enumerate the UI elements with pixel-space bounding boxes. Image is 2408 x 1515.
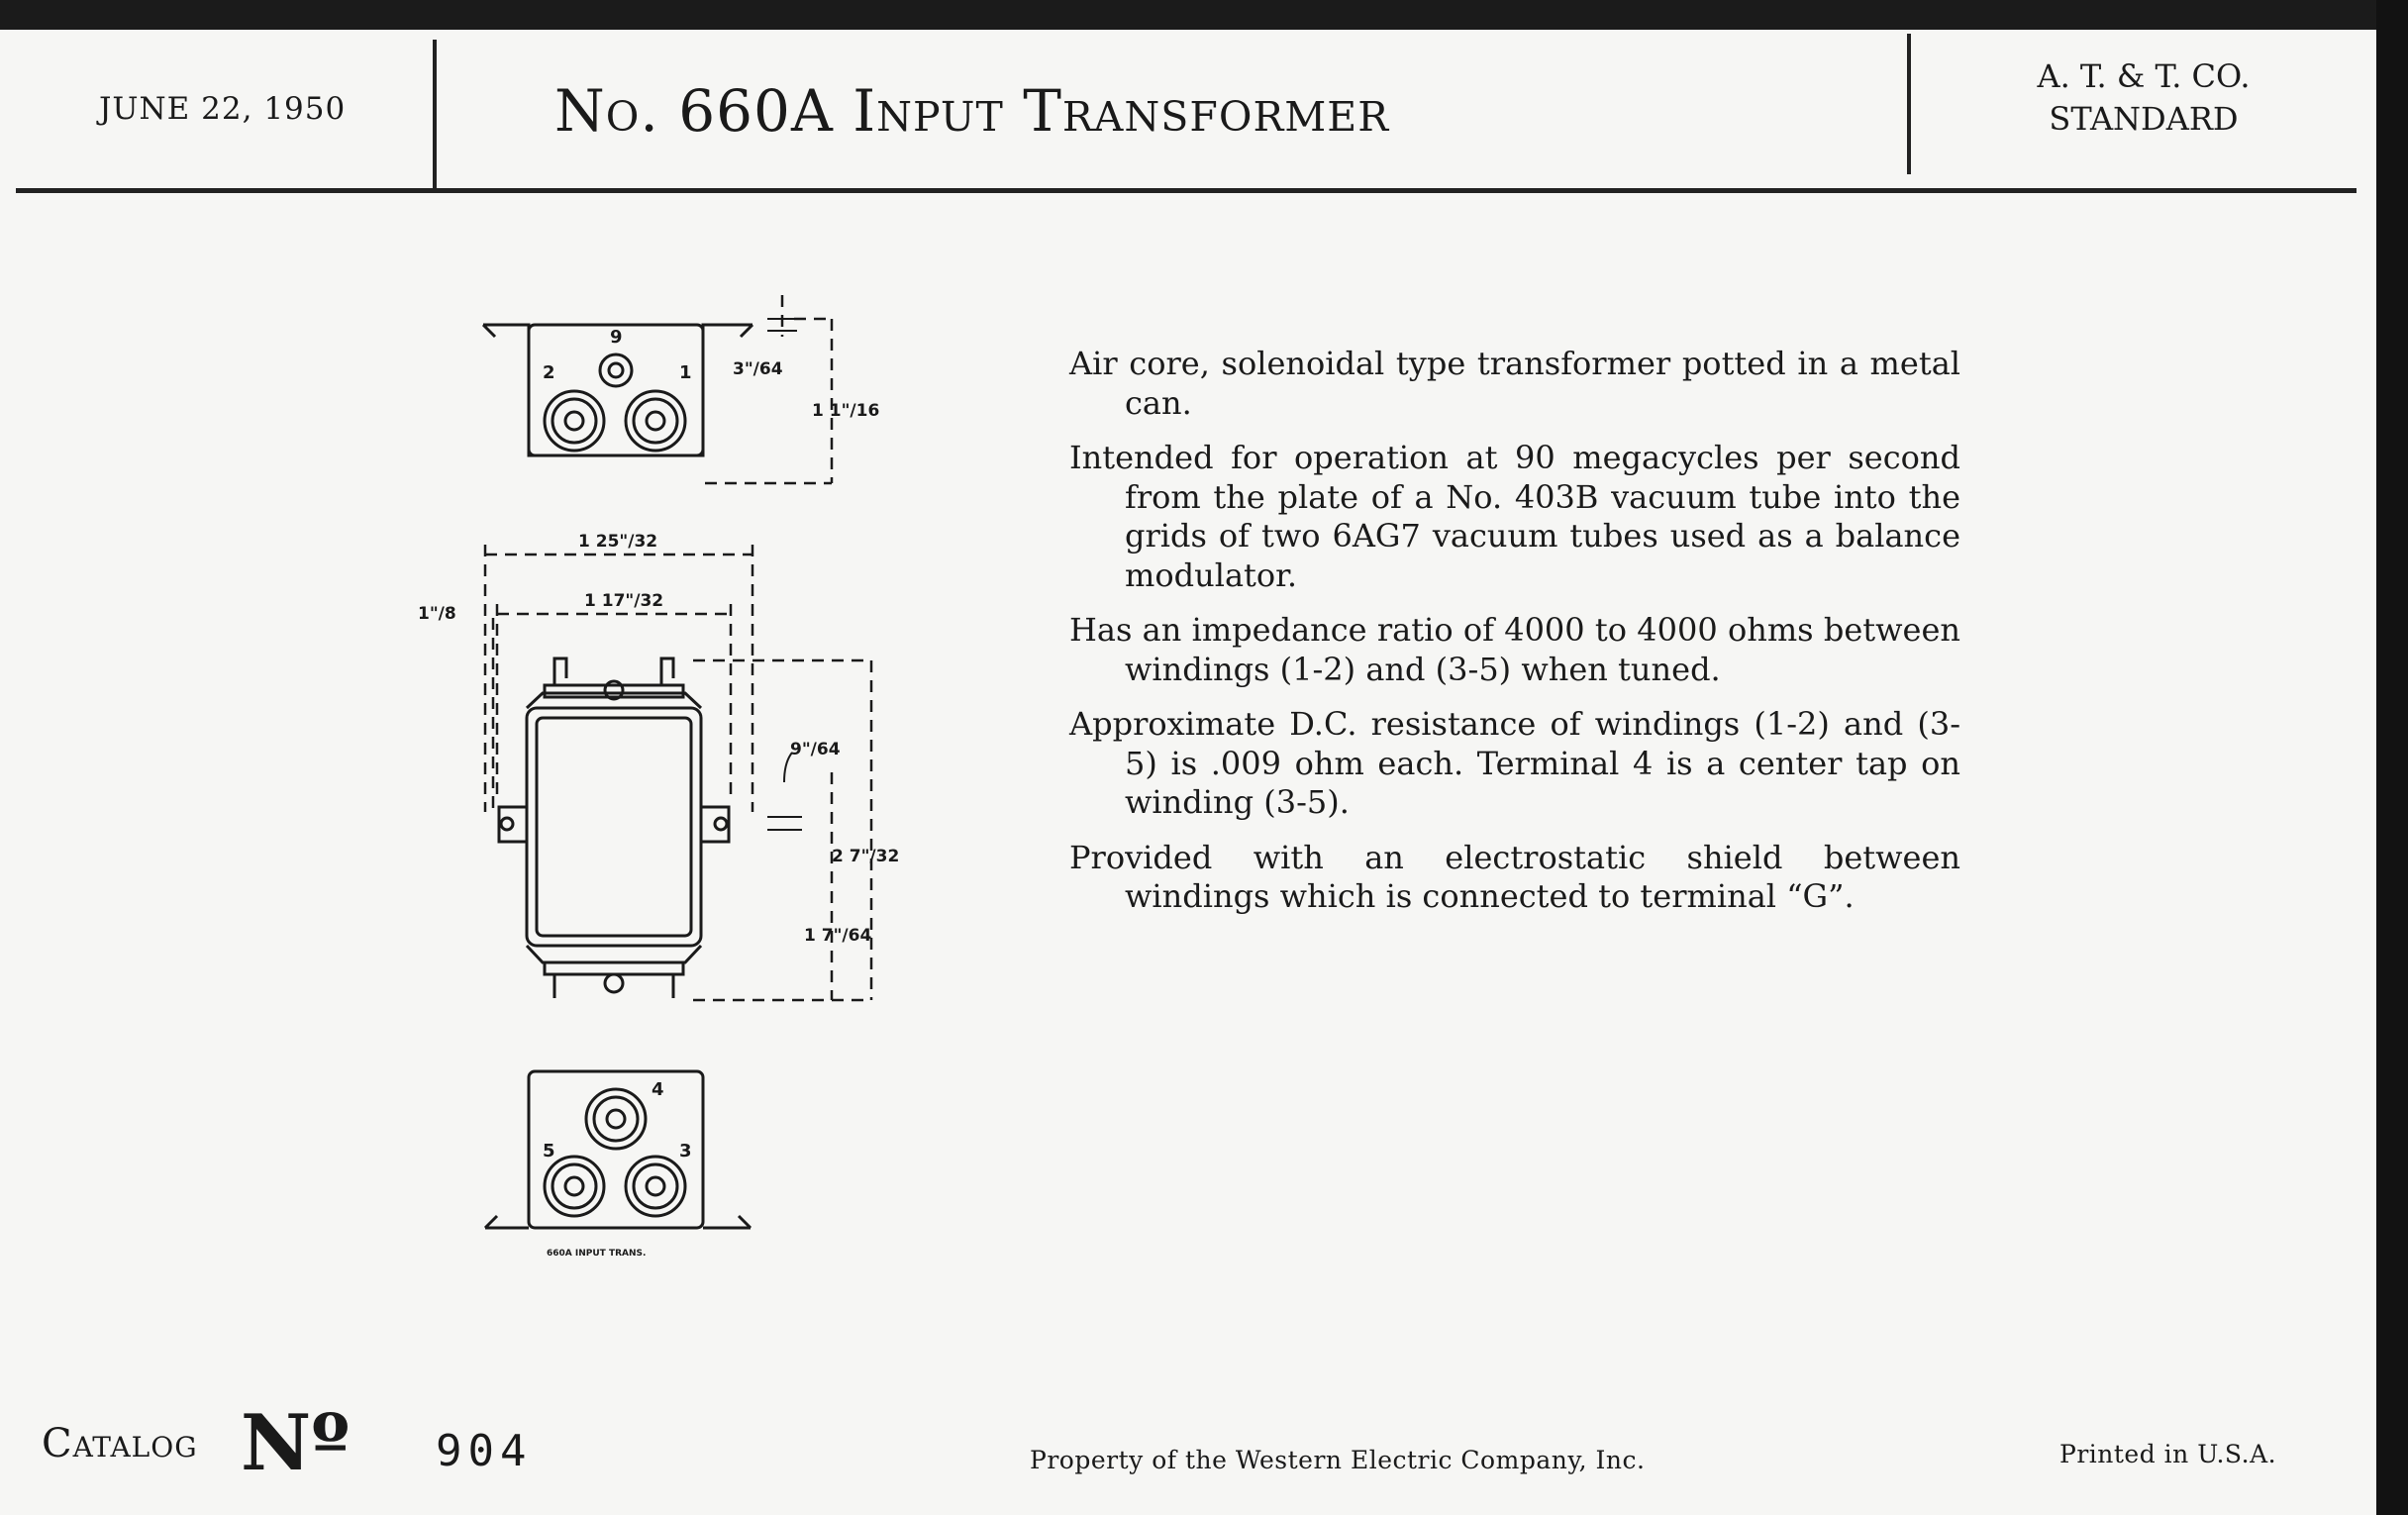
description-paragraph: Air core, solenoidal type transformer potted in a metal can. (1069, 345, 1960, 422)
transformer-drawing (416, 257, 931, 1287)
description (1069, 345, 1960, 933)
bottom-view (485, 1071, 751, 1228)
standard-label (1960, 55, 2327, 141)
description-paragraph: Approximate D.C. resistance of windings (1-2) and (3-5) is .009 ohm each. Terminal 4 is a center tap on winding (3-5). (1069, 705, 1960, 821)
terminal-label: 4 (652, 1079, 664, 1100)
terminal-label: 1 (679, 362, 692, 383)
catalog-sheet (0, 30, 2376, 1515)
page-title: No. 660A Input Transformer (554, 77, 1390, 145)
catalog-label: Catalog (42, 1421, 198, 1466)
standard-line-1: A. T. & T. CO. (2037, 57, 2251, 95)
drawing-caption: 660A INPUT TRANS. (547, 1249, 647, 1259)
terminal-label: 9 (610, 327, 623, 348)
header (0, 30, 2376, 193)
dimension-label: 9"/64 (790, 740, 841, 759)
standard-line-2: STANDARD (2049, 100, 2239, 138)
dimension-label: 3"/64 (733, 359, 783, 379)
dimension-label: 1 17"/32 (584, 591, 664, 611)
terminal-label: 3 (679, 1141, 692, 1162)
top-view (483, 295, 832, 483)
description-paragraph: Intended for operation at 90 megacycles per second from the plate of a No. 403B vacuum tube into the grids of two 6AG7 vacuum tubes used as a balance modulator. (1069, 439, 1960, 594)
terminal-label: 5 (543, 1141, 555, 1162)
dimension-label: 1 1"/16 (812, 401, 880, 421)
dimension-label: 1 25"/32 (578, 532, 658, 552)
header-rule (16, 188, 2357, 193)
dimension-label: 2 7"/32 (832, 847, 900, 866)
issue-date: JUNE 22, 1950 (99, 91, 347, 127)
scan-edge (2376, 0, 2408, 1515)
dimension-label: 1 7"/64 (804, 926, 872, 946)
dimension-label: 1"/8 (418, 604, 456, 624)
property-notice: Property of the Western Electric Company, Inc. (1030, 1446, 1646, 1474)
header-divider (1907, 34, 1911, 174)
header-divider (433, 40, 437, 188)
description-paragraph: Has an impedance ratio of 4000 to 4000 ohms between windings (1-2) and (3-5) when tuned. (1069, 611, 1960, 688)
number-sign: Nº (241, 1398, 351, 1488)
terminal-label: 2 (543, 362, 555, 383)
catalog-number: 904 (436, 1426, 533, 1476)
printed-notice: Printed in U.S.A. (2059, 1440, 2277, 1468)
description-paragraph: Provided with an electrostatic shield between windings which is connected to terminal “G”. (1069, 838, 1960, 915)
